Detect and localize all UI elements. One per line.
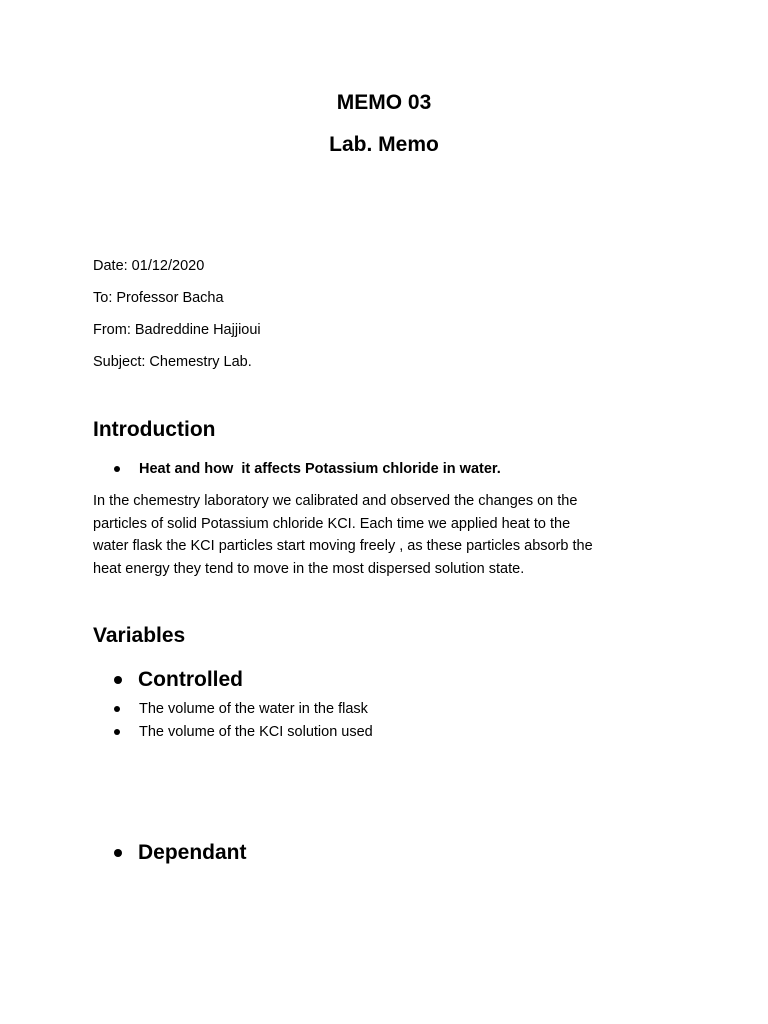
paragraph-line: In the chemestry laboratory we calibrated and observed the changes on the xyxy=(93,493,578,509)
paragraph-line: particles of solid Potassium chloride KCI. Each time we applied heat to the xyxy=(93,515,571,532)
bullet-icon xyxy=(114,466,120,472)
dependant-bullet xyxy=(114,840,247,866)
list-item-text: The volume of the KCI solution used xyxy=(139,724,373,740)
memo-title: MEMO 03 xyxy=(336,91,432,114)
list-item xyxy=(114,722,373,742)
variables-heading: Variables xyxy=(93,624,186,647)
introduction-paragraph xyxy=(93,490,683,580)
to-field: To: Professor Bacha xyxy=(93,290,224,306)
subject-field: Subject: Chemestry Lab. xyxy=(93,354,252,370)
bullet-icon xyxy=(114,706,120,712)
bullet-icon xyxy=(114,849,122,857)
date-field: Date: 01/12/2020 xyxy=(93,258,205,274)
dependant-label: Dependant xyxy=(138,841,247,864)
controlled-bullet xyxy=(114,667,243,693)
paragraph-line: water flask the KCI particles start moving freely , as these particles absorb the xyxy=(93,538,593,554)
introduction-bullet xyxy=(114,459,501,479)
bullet-icon xyxy=(114,676,122,684)
list-item-text: The volume of the water in the flask xyxy=(139,701,368,717)
controlled-label: Controlled xyxy=(138,668,243,691)
paragraph-line: heat energy they tend to move in the most dispersed solution state. xyxy=(93,560,525,577)
introduction-heading: Introduction xyxy=(93,418,216,441)
bullet-icon xyxy=(114,729,120,735)
introduction-bullet-text: Heat and how it affects Potassium chloride in water. xyxy=(139,461,501,477)
from-field: From: Badreddine Hajjioui xyxy=(93,322,261,338)
list-item xyxy=(114,699,368,719)
memo-subtitle: Lab. Memo xyxy=(329,133,439,156)
